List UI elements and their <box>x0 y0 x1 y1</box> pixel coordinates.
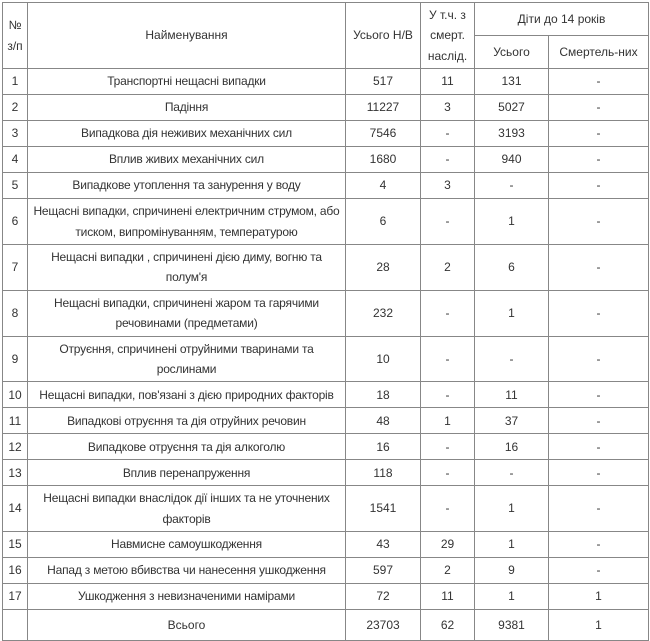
cell-num: 8 <box>3 290 28 336</box>
table-row <box>3 199 649 245</box>
cell-fatal: 11 <box>421 584 475 610</box>
cell-name: Падіння <box>28 95 346 121</box>
total-cell-children-total: 9381 <box>475 610 549 641</box>
cell-total-nv: 43 <box>346 532 421 558</box>
cell-total-nv: 28 <box>346 244 421 290</box>
table-row <box>3 382 649 408</box>
cell-fatal: 3 <box>421 173 475 199</box>
cell-fatal: - <box>421 460 475 486</box>
cell-name: Напад з метою вбивства чи нанесення ушкодження <box>28 558 346 584</box>
cell-fatal: 2 <box>421 244 475 290</box>
cell-total-nv: 1541 <box>346 486 421 532</box>
cell-num: 9 <box>3 336 28 382</box>
cell-total-nv: 18 <box>346 382 421 408</box>
cell-fatal: 29 <box>421 532 475 558</box>
cell-children-total: - <box>475 336 549 382</box>
header-col-children-group: Діти до 14 років <box>475 3 649 36</box>
cell-num: 1 <box>3 69 28 95</box>
table-row <box>3 69 649 95</box>
cell-fatal: - <box>421 486 475 532</box>
cell-num: 11 <box>3 408 28 434</box>
cell-num: 13 <box>3 460 28 486</box>
cell-total-nv: 7546 <box>346 121 421 147</box>
cell-num: 3 <box>3 121 28 147</box>
cell-name: Нещасні випадки, спричинені електричним струмом, або тиском, випромінуванням, температурою <box>28 199 346 245</box>
table-row <box>3 408 649 434</box>
cell-fatal: - <box>421 199 475 245</box>
cell-children-total: 37 <box>475 408 549 434</box>
cell-children-fatal: - <box>549 434 649 460</box>
cell-name: Навмисне самоушкодження <box>28 532 346 558</box>
cell-children-fatal: - <box>549 460 649 486</box>
cell-total-nv: 72 <box>346 584 421 610</box>
cell-children-total: 940 <box>475 147 549 173</box>
cell-num: 7 <box>3 244 28 290</box>
cell-name: Нещасні випадки, пов'язані з дією природних факторів <box>28 382 346 408</box>
cell-name: Вплив живих механічних сил <box>28 147 346 173</box>
cell-total-nv: 16 <box>346 434 421 460</box>
cell-children-total: 131 <box>475 69 549 95</box>
cell-total-nv: 11227 <box>346 95 421 121</box>
header-col-total: Усього Н/В <box>346 3 421 69</box>
cell-children-total: 1 <box>475 532 549 558</box>
total-cell-fatal: 62 <box>421 610 475 641</box>
cell-children-fatal: - <box>549 290 649 336</box>
cell-name: Транспортні нещасні випадки <box>28 69 346 95</box>
cell-children-total: 1 <box>475 486 549 532</box>
accident-statistics-table <box>2 2 649 641</box>
table-row <box>3 434 649 460</box>
cell-num: 6 <box>3 199 28 245</box>
table-row <box>3 486 649 532</box>
cell-children-fatal: - <box>549 95 649 121</box>
cell-children-total: 1 <box>475 290 549 336</box>
cell-name: Випадкове отруєння та дія алкоголю <box>28 434 346 460</box>
cell-total-nv: 10 <box>346 336 421 382</box>
cell-children-total: 9 <box>475 558 549 584</box>
cell-num: 14 <box>3 486 28 532</box>
cell-num: 12 <box>3 434 28 460</box>
table-body <box>3 69 649 610</box>
header-col-children-total: Усього <box>475 35 549 69</box>
cell-children-total: - <box>475 460 549 486</box>
cell-children-total: 6 <box>475 244 549 290</box>
table-row <box>3 584 649 610</box>
cell-num: 16 <box>3 558 28 584</box>
table-row <box>3 460 649 486</box>
cell-total-nv: 118 <box>346 460 421 486</box>
table-row <box>3 558 649 584</box>
cell-total-nv: 48 <box>346 408 421 434</box>
table-row <box>3 95 649 121</box>
table-footer <box>3 610 649 641</box>
cell-children-fatal: - <box>549 121 649 147</box>
cell-num: 2 <box>3 95 28 121</box>
cell-fatal: - <box>421 382 475 408</box>
cell-num: 15 <box>3 532 28 558</box>
cell-children-total: 1 <box>475 199 549 245</box>
cell-total-nv: 4 <box>346 173 421 199</box>
table-row <box>3 173 649 199</box>
cell-name: Нещасні випадки внаслідок дії інших та не уточнених факторів <box>28 486 346 532</box>
table-row <box>3 336 649 382</box>
cell-fatal: 1 <box>421 408 475 434</box>
cell-children-fatal: - <box>549 173 649 199</box>
cell-children-fatal: - <box>549 532 649 558</box>
cell-fatal: 11 <box>421 69 475 95</box>
cell-children-fatal: - <box>549 199 649 245</box>
table-row <box>3 532 649 558</box>
cell-name: Нещасні випадки , спричинені дією диму, вогню та полум'я <box>28 244 346 290</box>
cell-children-fatal: - <box>549 336 649 382</box>
cell-name: Отруєння, спричинені отруйними тваринами та рослинами <box>28 336 346 382</box>
cell-children-fatal: 1 <box>549 584 649 610</box>
cell-fatal: - <box>421 147 475 173</box>
table-row <box>3 121 649 147</box>
total-cell-num <box>3 610 28 641</box>
cell-children-fatal: - <box>549 244 649 290</box>
cell-children-total: 3193 <box>475 121 549 147</box>
header-col-fatal: У т.ч. з смерт. наслід. <box>421 3 475 69</box>
cell-num: 10 <box>3 382 28 408</box>
total-cell-children-fatal: 1 <box>549 610 649 641</box>
table-row <box>3 244 649 290</box>
header-row-1 <box>3 3 649 36</box>
cell-children-total: - <box>475 173 549 199</box>
header-col-children-fatal: Смертель-них <box>549 35 649 69</box>
cell-fatal: 2 <box>421 558 475 584</box>
cell-children-total: 1 <box>475 584 549 610</box>
cell-name: Нещасні випадки, спричинені жаром та гарячими речовинами (предметами) <box>28 290 346 336</box>
header-col-name: Найменування <box>28 3 346 69</box>
cell-fatal: - <box>421 336 475 382</box>
cell-children-total: 11 <box>475 382 549 408</box>
cell-children-fatal: - <box>549 558 649 584</box>
table-row <box>3 147 649 173</box>
cell-children-fatal: - <box>549 408 649 434</box>
cell-children-fatal: - <box>549 147 649 173</box>
cell-total-nv: 597 <box>346 558 421 584</box>
cell-name: Випадкова дія неживих механічних сил <box>28 121 346 147</box>
cell-children-total: 5027 <box>475 95 549 121</box>
cell-fatal: 3 <box>421 95 475 121</box>
cell-total-nv: 1680 <box>346 147 421 173</box>
cell-name: Випадкові отруєння та дія отруйних речовин <box>28 408 346 434</box>
cell-children-total: 16 <box>475 434 549 460</box>
cell-name: Ушкодження з невизначеними намірами <box>28 584 346 610</box>
cell-children-fatal: - <box>549 382 649 408</box>
cell-num: 17 <box>3 584 28 610</box>
cell-total-nv: 232 <box>346 290 421 336</box>
cell-num: 5 <box>3 173 28 199</box>
cell-total-nv: 517 <box>346 69 421 95</box>
cell-fatal: - <box>421 121 475 147</box>
total-cell-total-nv: 23703 <box>346 610 421 641</box>
cell-children-fatal: - <box>549 486 649 532</box>
cell-name: Вплив перенапруження <box>28 460 346 486</box>
table-row <box>3 290 649 336</box>
cell-num: 4 <box>3 147 28 173</box>
cell-total-nv: 6 <box>346 199 421 245</box>
cell-fatal: - <box>421 434 475 460</box>
total-row <box>3 610 649 641</box>
header-col-number: № з/п <box>3 3 28 69</box>
cell-fatal: - <box>421 290 475 336</box>
table-header <box>3 3 649 69</box>
total-cell-label: Всього <box>28 610 346 641</box>
cell-children-fatal: - <box>549 69 649 95</box>
cell-name: Випадкове утоплення та занурення у воду <box>28 173 346 199</box>
